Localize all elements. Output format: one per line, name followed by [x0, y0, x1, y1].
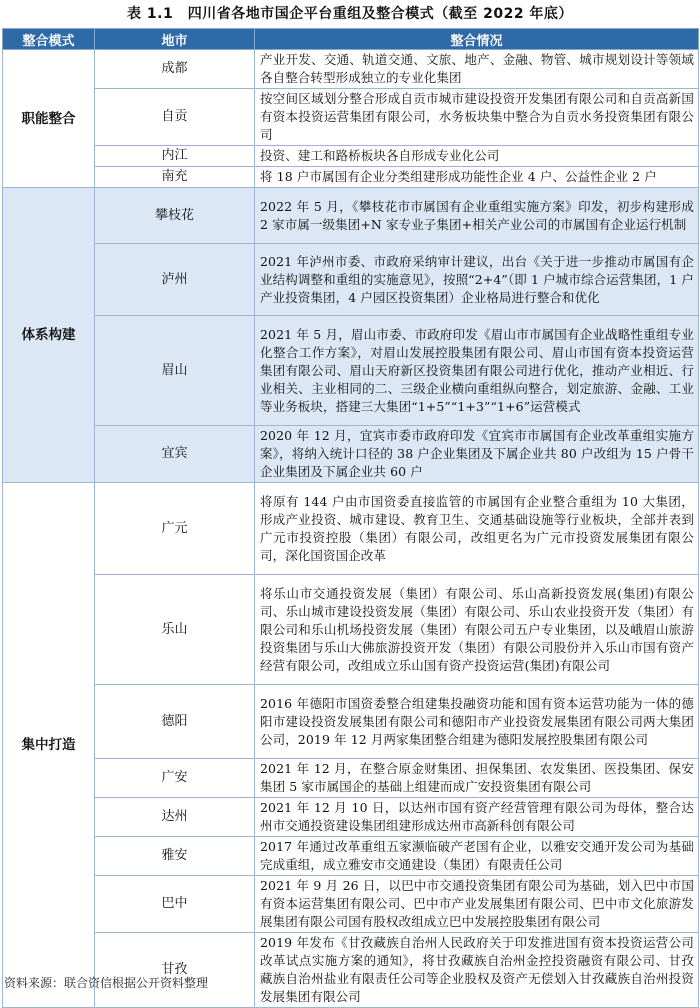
integration-table [2, 28, 699, 1008]
desc-cell: 按空间区域划分整合形成自贡市城市建设投资开发集团有限公司和自贡高新国有资本投资运营集团有限公司，水务板块集中整合为自贡水务投资集团有限公司 [255, 89, 699, 146]
mode-cell-functional: 职能整合 [3, 50, 95, 188]
table-row [3, 89, 699, 146]
table-row [3, 798, 699, 837]
desc-cell: 2022 年 5 月，《攀枝花市市属国有企业重组实施方案》印发，初步构建形成 2 家市属一级集团+N 家专业子集团+相关产业公司的市属国有企业运行机制 [255, 188, 699, 244]
desc-cell: 将原有 144 户由市国资委直接监管的市属国有企业整合重组为 10 大集团，形成产业投资、城市建设、教育卫生、交通基础设施等行业板块，全部并表到广元市投资控股（集团）有限公司，改组更名为广元市投资发展集团有限公司，深化国资国企改革 [255, 483, 699, 575]
desc-cell: 2021 年 12 月，在整合原金财集团、担保集团、农发集团、医投集团、保安集团 5 家市属国企的基础上组建而成广安投资集团有限公司 [255, 759, 699, 798]
desc-cell: 产业开发、交通、轨道交通、文旅、地产、金融、物管、城市规划设计等领域各自整合转型形成独立的专业化集团 [255, 50, 699, 89]
city-cell: 宜宾 [95, 426, 255, 483]
city-cell: 乐山 [95, 575, 255, 685]
header-desc: 整合情况 [255, 29, 699, 50]
header-row [3, 29, 699, 50]
city-cell: 巴中 [95, 876, 255, 933]
table-row [3, 483, 699, 575]
city-cell: 广元 [95, 483, 255, 575]
table-row [3, 50, 699, 89]
header-city: 地市 [95, 29, 255, 50]
desc-cell: 2021 年 9 月 26 日，以巴中市交通投资集团有限公司为基础，划入巴中市国有资本运营集团有限公司、巴中市产业发展集团有限公司、巴中市文化旅游发展集团有限公司国有股权改组成立巴中发展控股集团有限公司 [255, 876, 699, 933]
mode-cell-concentrated: 集中打造 [3, 483, 95, 1008]
table-row [3, 244, 699, 316]
table-row [3, 837, 699, 876]
city-cell: 眉山 [95, 316, 255, 426]
desc-cell: 2019 年发布《甘孜藏族自治州人民政府关于印发推进国有资本投资运营公司改革试点实施方案的通知》，将甘孜藏族自治州金控投资融资有限公司、甘孜藏族自治州盐业有限责任公司等企业股权及资产无偿划入甘孜藏族自治州投资发展集团有限公司 [255, 933, 699, 1008]
city-cell: 泸州 [95, 244, 255, 316]
mode-cell-system: 体系构建 [3, 188, 95, 483]
header-mode: 整合模式 [3, 29, 95, 50]
desc-cell: 2021 年泸州市委、市政府采纳审计建议，出台《关于进一步推动市属国有企业结构调整和重组的实施意见》，按照“2+4”（即 1 户城市综合运营集团，1 户产业投资集团，4 户园区投资集团）企业格局进行整合和优化 [255, 244, 699, 316]
table-row [3, 316, 699, 426]
source-note: 资料来源：联合资信根据公开资料整理 [4, 976, 209, 990]
city-cell: 雅安 [95, 837, 255, 876]
city-cell: 广安 [95, 759, 255, 798]
table-row [3, 685, 699, 759]
table-row [3, 167, 699, 188]
table-row [3, 575, 699, 685]
table-row [3, 759, 699, 798]
desc-cell: 2021 年 5 月，眉山市委、市政府印发《眉山市市属国有企业战略性重组专业化整合工作方案》，对眉山发展控股集团有限公司、眉山市国有资本投资运营集团有限公司、眉山天府新区投资集团有限公司进行优化，推动产业相近、行业相关、主业相同的二、三级企业横向重组纵向整合，划定旅游、金融、工业等业务板块，搭建三大集团“1+5”“1+3”“1+6”运营模式 [255, 316, 699, 426]
table-row [3, 426, 699, 483]
table-row [3, 876, 699, 933]
desc-cell: 将 18 户市属国有企业分类组建形成功能性企业 4 户、公益性企业 2 户 [255, 167, 699, 188]
table-title: 表 1.1 四川省各地市国企平台重组及整合模式（截至 2022 年底） [127, 6, 573, 22]
desc-cell: 2020 年 12 月，宜宾市委市政府印发《宜宾市市属国有企业改革重组实施方案》，将纳入统计口径的 38 户企业集团及下属企业共 80 户改组为 15 户骨干企业集团及下属企业共 60 户 [255, 426, 699, 483]
city-cell: 甘孜 [95, 933, 255, 1008]
desc-cell: 2017 年通过改革重组五家濒临破产老国有企业，以雅安交通开发公司为基础完成重组，成立雅安市交通建设（集团）有限责任公司 [255, 837, 699, 876]
city-cell: 德阳 [95, 685, 255, 759]
city-cell: 内江 [95, 146, 255, 167]
desc-cell: 2021 年 12 月 10 日，以达州市国有资产经营管理有限公司为母体，整合达州市交通投资建设集团组建形成达州市高新科创有限公司 [255, 798, 699, 837]
city-cell: 成都 [95, 50, 255, 89]
table-row [3, 933, 699, 1008]
table-row [3, 188, 699, 244]
table-row [3, 146, 699, 167]
desc-cell: 投资、建工和路桥板块各自形成专业化公司 [255, 146, 699, 167]
city-cell: 自贡 [95, 89, 255, 146]
desc-cell: 2016 年德阳市国资委整合组建集投融资功能和国有资本运营功能为一体的德阳市建设投资发展集团有限公司和德阳市产业投资发展集团有限公司两大集团公司，2019 年 12 月两家集团整合组建为德阳发展控股集团有限公司 [255, 685, 699, 759]
city-cell: 攀枝花 [95, 188, 255, 244]
city-cell: 达州 [95, 798, 255, 837]
city-cell: 南充 [95, 167, 255, 188]
desc-cell: 将乐山市交通投资发展（集团）有限公司、乐山高新投资发展(集团)有限公司、乐山城市建设投资发展（集团）有限公司、乐山农业投资开发（集团）有限公司和乐山机场投资发展（集团）有限公司五户专业集团，以及峨眉山旅游投资集团与乐山大佛旅游投资开发（集团）有限公司股份并入乐山市国有资产经营有限公司，改组成立乐山国有资产投资运营(集团)有限公司 [255, 575, 699, 685]
